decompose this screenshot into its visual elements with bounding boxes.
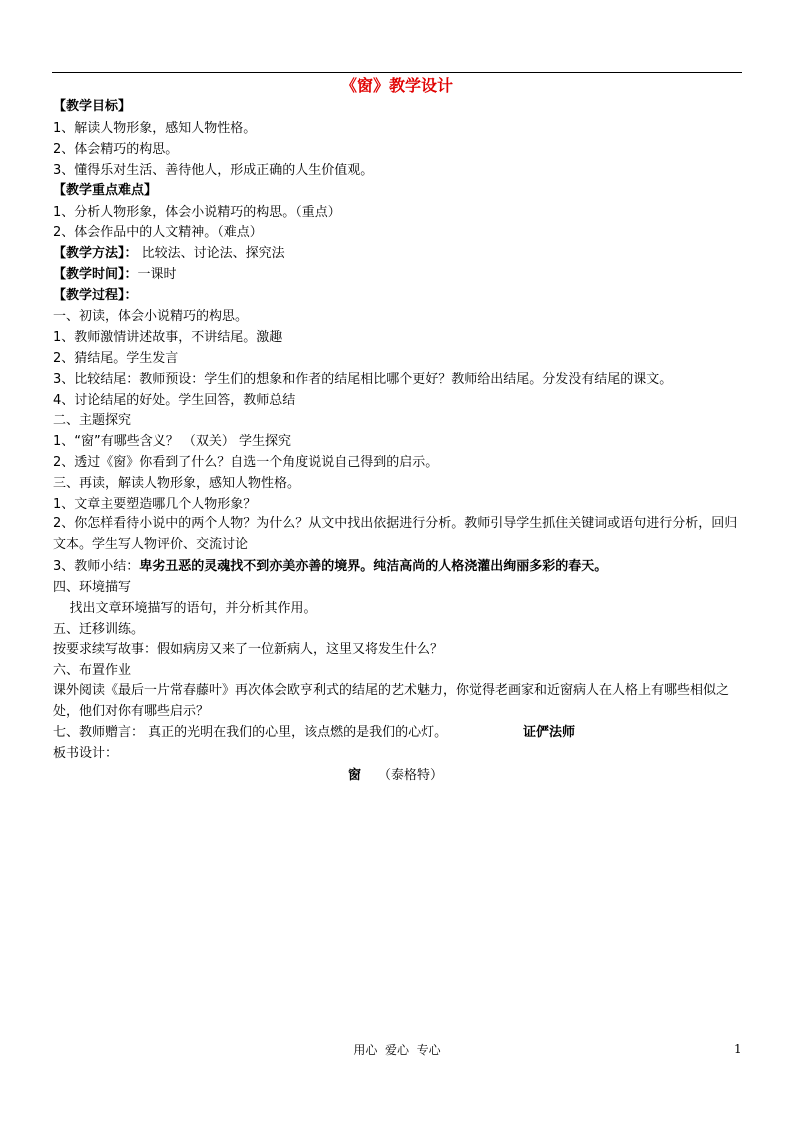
- board-author: （泰格特）: [378, 768, 444, 783]
- section-heading-goals: 【教学目标】: [53, 99, 132, 114]
- process-line: 四、环境描写: [53, 580, 132, 595]
- process-line: 1、教师激情讲述故事，不讲结尾。激趣: [53, 330, 283, 345]
- homework-paragraph: 课外阅读《最后一片常春藤叶》再次体会欧亨利式的结尾的艺术魅力，你觉得老画家和近窗病人在人格上有哪些相似之处，他们对你有哪些启示？: [53, 683, 730, 719]
- process-line: 2、透过《窗》你看到了什么？自选一个角度说说自己得到的启示。: [53, 455, 439, 470]
- process-line: 4、讨论结尾的好处。学生回答，教师总结: [53, 393, 296, 408]
- quote-author: 证俨法师: [523, 725, 576, 740]
- process-line: 1、文章主要塑造哪几个人物形象？: [53, 497, 257, 512]
- process-line: 3、比较结尾：教师预设：学生们的想象和作者的结尾相比哪个更好？教师给出结尾。分发没有结尾的课文。: [53, 372, 673, 387]
- board-design-label: 板书设计：: [53, 746, 119, 761]
- goal-item: 3、懂得乐对生活、善待他人，形成正确的人生价值观。: [53, 163, 374, 178]
- teacher-quote-text: 真正的光明在我们的心里，该点燃的是我们的心灯。: [144, 725, 448, 740]
- teacher-summary-text: 卑劣丑恶的灵魂找不到亦美亦善的境界。纯洁高尚的人格浇灌出绚丽多彩的春天。: [139, 559, 608, 574]
- process-line: 1、“窗”有哪些含义？ （双关） 学生探究: [53, 434, 292, 449]
- process-line: 二、主题探究: [53, 413, 132, 428]
- page-footer: 用心 爱心 专心: [353, 1043, 441, 1057]
- board-title: 窗: [348, 768, 362, 783]
- goal-item: 1、解读人物形象，感知人物性格。: [53, 121, 257, 136]
- process-line: 按要求续写故事：假如病房又来了一位新病人，这里又将发生什么？: [53, 642, 444, 657]
- header-rule: [52, 72, 742, 73]
- goal-item: 2、体会精巧的构思。: [53, 142, 179, 157]
- teacher-quote-label: 七、教师赠言：: [53, 725, 145, 740]
- process-line: 一、初读，体会小说精巧的构思。: [53, 309, 249, 324]
- process-line: 六、布置作业: [53, 663, 132, 678]
- section-heading-process: 【教学过程】：: [53, 288, 138, 303]
- key-point-item: 2、体会作品中的人文精神。（难点）: [53, 225, 263, 240]
- process-paragraph: 2、你怎样看待小说中的两个人物？为什么？从文中找出依据进行分析。教师引导学生抓住关键词或语句进行分析，回归文本。学生写人物评价、交流讨论: [53, 516, 738, 552]
- methods-line: [53, 245, 285, 262]
- time-line: [53, 266, 177, 283]
- process-line: 三、再读，解读人物形象，感知人物性格。: [53, 476, 301, 491]
- process-line: 找出文章环境描写的语句，并分析其作用。: [53, 601, 317, 616]
- teacher-summary-label: 3、教师小结：: [53, 559, 140, 574]
- page-title: 《窗》教学设计: [340, 76, 453, 95]
- time-value: 一课时: [137, 267, 177, 282]
- process-line: 2、猜结尾。学生发言: [53, 351, 179, 366]
- section-heading-key-points: 【教学重点难点】: [53, 183, 158, 198]
- methods-value: 比较法、讨论法、探究法: [137, 246, 285, 261]
- page-number: 1: [734, 1042, 742, 1056]
- time-label: 【教学时间】：: [53, 267, 138, 282]
- methods-label: 【教学方法】：: [53, 246, 138, 261]
- key-point-item: 1、分析人物形象，体会小说精巧的构思。（重点）: [53, 205, 341, 220]
- process-line: 五、迁移训练。: [53, 622, 145, 637]
- teacher-quote-line: [53, 724, 447, 741]
- teacher-summary-line: [53, 558, 607, 575]
